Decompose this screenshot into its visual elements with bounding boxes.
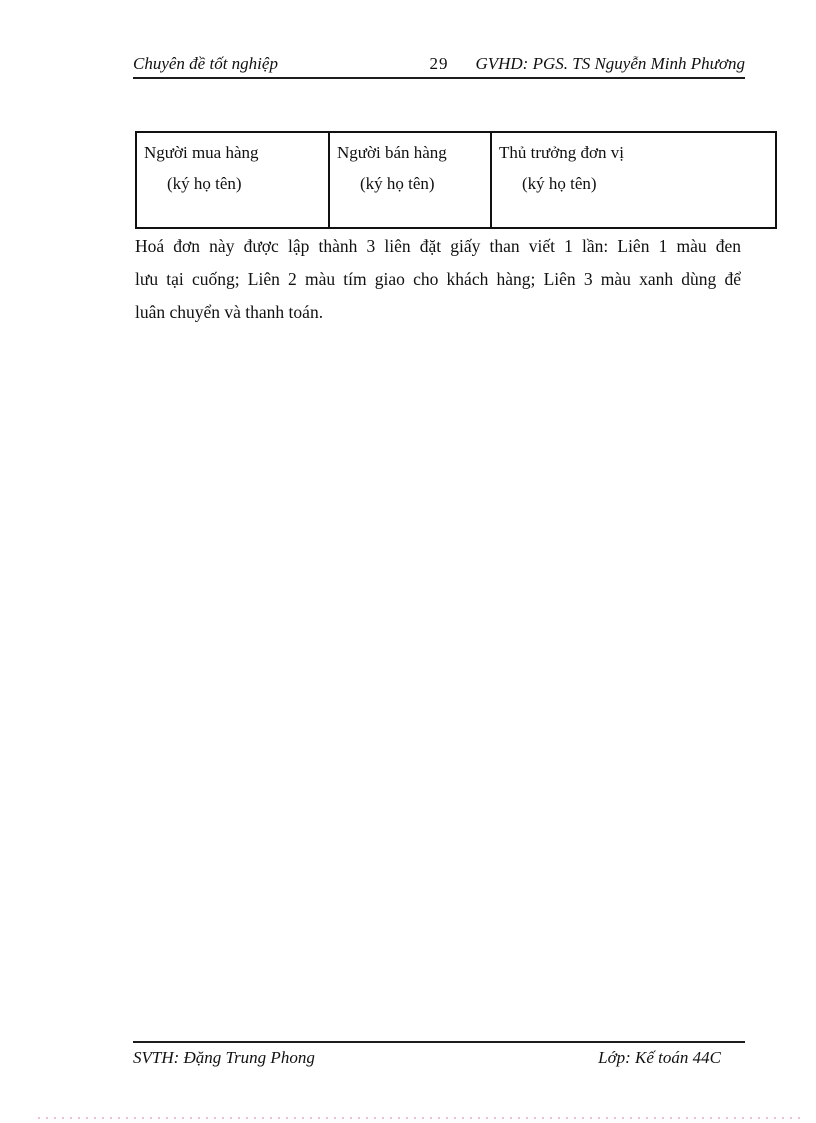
header-advisor: GVHD: PGS. TS Nguyễn Minh Phương: [475, 54, 745, 73]
table-row: [136, 132, 776, 228]
table-cell-buyer: [136, 132, 329, 228]
page-footer: [133, 1041, 745, 1068]
table-cell-seller: [329, 132, 491, 228]
paragraph-line: lưu tại cuống; Liên 2 màu tím giao cho khách hàng; Liên 3 màu xanh dùng để: [135, 269, 741, 289]
footer-student-name: SVTH: Đặng Trung Phong: [133, 1048, 315, 1067]
paragraph-line: Hoá đơn này được lập thành 3 liên đặt giấy than viết 1 lần: Liên 1 màu đen: [135, 236, 741, 256]
cell-subtitle-unit-head: (ký họ tên): [522, 174, 597, 193]
page-number: 29: [429, 54, 449, 73]
cell-title-seller: Người bán hàng: [337, 143, 447, 162]
cell-title-buyer: Người mua hàng: [144, 143, 259, 162]
cell-title-unit-head: Thủ trưởng đơn vị: [499, 143, 624, 162]
page-header: [133, 54, 745, 79]
body-paragraph: [135, 230, 741, 329]
footer-class-name: Lớp: Kế toán 44C: [598, 1048, 721, 1067]
page-boundary-dotted-line: [38, 1117, 802, 1119]
table-cell-unit-head: [491, 132, 776, 228]
header-course-title: Chuyên đề tốt nghiệp: [133, 54, 278, 73]
cell-subtitle-seller: (ký họ tên): [360, 174, 435, 193]
signature-table: [135, 131, 777, 229]
paragraph-line: luân chuyển và thanh toán.: [135, 302, 324, 322]
cell-subtitle-buyer: (ký họ tên): [167, 174, 242, 193]
